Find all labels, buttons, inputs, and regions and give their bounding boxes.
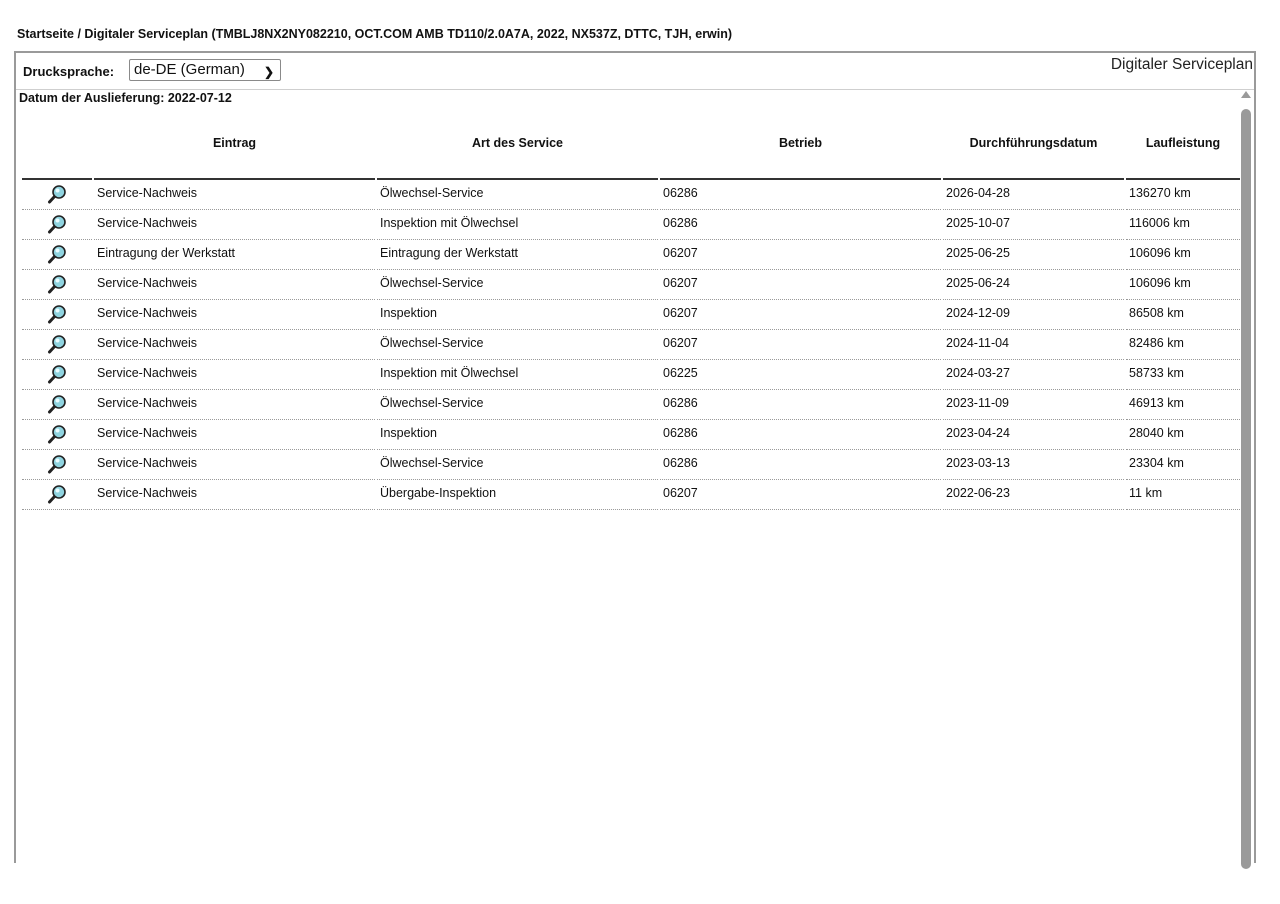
cell-service-type: Inspektion [377, 420, 658, 450]
table-row [22, 270, 1240, 300]
cell-entry: Service-Nachweis [94, 210, 375, 240]
cell-service-type: Inspektion mit Ölwechsel [377, 210, 658, 240]
cell-service-type: Ölwechsel-Service [377, 450, 658, 480]
cell-mileage: 106096 km [1126, 240, 1240, 270]
column-header-service-type: Art des Service [377, 108, 658, 180]
print-language-value: de-DE (German) [134, 61, 245, 78]
cell-entry: Service-Nachweis [94, 270, 375, 300]
cell-shop: 06207 [660, 270, 941, 300]
print-language-label: Drucksprache: [23, 64, 115, 79]
cell-entry: Service-Nachweis [94, 330, 375, 360]
magnifier-icon[interactable] [47, 394, 67, 414]
table-row [22, 360, 1240, 390]
chevron-down-icon: ❯ [263, 65, 274, 79]
row-detail-cell [22, 450, 92, 480]
cell-mileage: 82486 km [1126, 330, 1240, 360]
cell-mileage: 136270 km [1126, 180, 1240, 210]
magnifier-icon[interactable] [47, 244, 67, 264]
magnifier-icon[interactable] [47, 424, 67, 444]
cell-date: 2023-04-24 [943, 420, 1124, 450]
cell-shop: 06286 [660, 210, 941, 240]
cell-shop: 06207 [660, 300, 941, 330]
cell-service-type: Eintragung der Werkstatt [377, 240, 658, 270]
scroll-up-arrow-icon[interactable] [1241, 91, 1251, 98]
cell-entry: Service-Nachweis [94, 390, 375, 420]
cell-mileage: 86508 km [1126, 300, 1240, 330]
magnifier-icon[interactable] [47, 274, 67, 294]
row-detail-cell [22, 360, 92, 390]
cell-entry: Service-Nachweis [94, 300, 375, 330]
cell-entry: Eintragung der Werkstatt [94, 240, 375, 270]
cell-service-type: Inspektion [377, 300, 658, 330]
cell-date: 2023-11-09 [943, 390, 1124, 420]
table-header-row [22, 108, 1240, 180]
cell-date: 2025-10-07 [943, 210, 1124, 240]
cell-shop: 06207 [660, 240, 941, 270]
column-header-mileage: Laufleistung [1126, 108, 1240, 180]
cell-entry: Service-Nachweis [94, 420, 375, 450]
magnifier-icon[interactable] [47, 454, 67, 474]
cell-mileage: 46913 km [1126, 390, 1240, 420]
row-detail-cell [22, 300, 92, 330]
cell-entry: Service-Nachweis [94, 450, 375, 480]
cell-service-type: Inspektion mit Ölwechsel [377, 360, 658, 390]
row-detail-cell [22, 210, 92, 240]
column-header-date: Durchführungsdatum [943, 108, 1124, 180]
table-row [22, 180, 1240, 210]
cell-shop: 06207 [660, 330, 941, 360]
cell-shop: 06286 [660, 450, 941, 480]
row-detail-cell [22, 480, 92, 510]
row-detail-cell [22, 420, 92, 450]
table-row [22, 240, 1240, 270]
column-header-icon [22, 108, 92, 180]
cell-mileage: 11 km [1126, 480, 1240, 510]
cell-date: 2024-12-09 [943, 300, 1124, 330]
service-table [20, 108, 1242, 510]
cell-service-type: Übergabe-Inspektion [377, 480, 658, 510]
cell-service-type: Ölwechsel-Service [377, 330, 658, 360]
table-row [22, 330, 1240, 360]
column-header-shop: Betrieb [660, 108, 941, 180]
vertical-scrollbar[interactable] [1240, 90, 1252, 865]
table-row [22, 390, 1240, 420]
cell-shop: 06286 [660, 420, 941, 450]
breadcrumb: Startseite / Digitaler Serviceplan (TMBLJ8NX2NY082210, OCT.COM AMB TD110/2.0A7A, 2022, NX537Z, DTTC, TJH, erwin) [17, 27, 733, 41]
cell-date: 2024-03-27 [943, 360, 1124, 390]
magnifier-icon[interactable] [47, 214, 67, 234]
cell-date: 2025-06-25 [943, 240, 1124, 270]
table-row [22, 210, 1240, 240]
cell-service-type: Ölwechsel-Service [377, 390, 658, 420]
cell-shop: 06225 [660, 360, 941, 390]
cell-date: 2023-03-13 [943, 450, 1124, 480]
row-detail-cell [22, 240, 92, 270]
magnifier-icon[interactable] [47, 364, 67, 384]
cell-entry: Service-Nachweis [94, 180, 375, 210]
frame-title: Digitaler Serviceplan [1110, 56, 1253, 73]
row-detail-cell [22, 180, 92, 210]
service-plan-frame [14, 51, 1256, 863]
table-row [22, 420, 1240, 450]
magnifier-icon[interactable] [47, 304, 67, 324]
cell-service-type: Ölwechsel-Service [377, 270, 658, 300]
frame-header [16, 53, 1254, 90]
cell-shop: 06207 [660, 480, 941, 510]
magnifier-icon[interactable] [47, 184, 67, 204]
magnifier-icon[interactable] [47, 334, 67, 354]
column-header-entry: Eintrag [94, 108, 375, 180]
row-detail-cell [22, 270, 92, 300]
cell-date: 2026-04-28 [943, 180, 1124, 210]
cell-mileage: 28040 km [1126, 420, 1240, 450]
cell-shop: 06286 [660, 390, 941, 420]
cell-date: 2025-06-24 [943, 270, 1124, 300]
cell-mileage: 106096 km [1126, 270, 1240, 300]
print-language-select[interactable] [129, 59, 281, 81]
cell-entry: Service-Nachweis [94, 360, 375, 390]
cell-mileage: 116006 km [1126, 210, 1240, 240]
magnifier-icon[interactable] [47, 484, 67, 504]
scroll-thumb[interactable] [1241, 109, 1251, 869]
table-row [22, 300, 1240, 330]
cell-entry: Service-Nachweis [94, 480, 375, 510]
table-row [22, 450, 1240, 480]
cell-service-type: Ölwechsel-Service [377, 180, 658, 210]
cell-mileage: 58733 km [1126, 360, 1240, 390]
cell-shop: 06286 [660, 180, 941, 210]
delivery-date: Datum der Auslieferung: 2022-07-12 [19, 91, 232, 105]
cell-mileage: 23304 km [1126, 450, 1240, 480]
cell-date: 2024-11-04 [943, 330, 1124, 360]
table-row [22, 480, 1240, 510]
row-detail-cell [22, 390, 92, 420]
cell-date: 2022-06-23 [943, 480, 1124, 510]
row-detail-cell [22, 330, 92, 360]
